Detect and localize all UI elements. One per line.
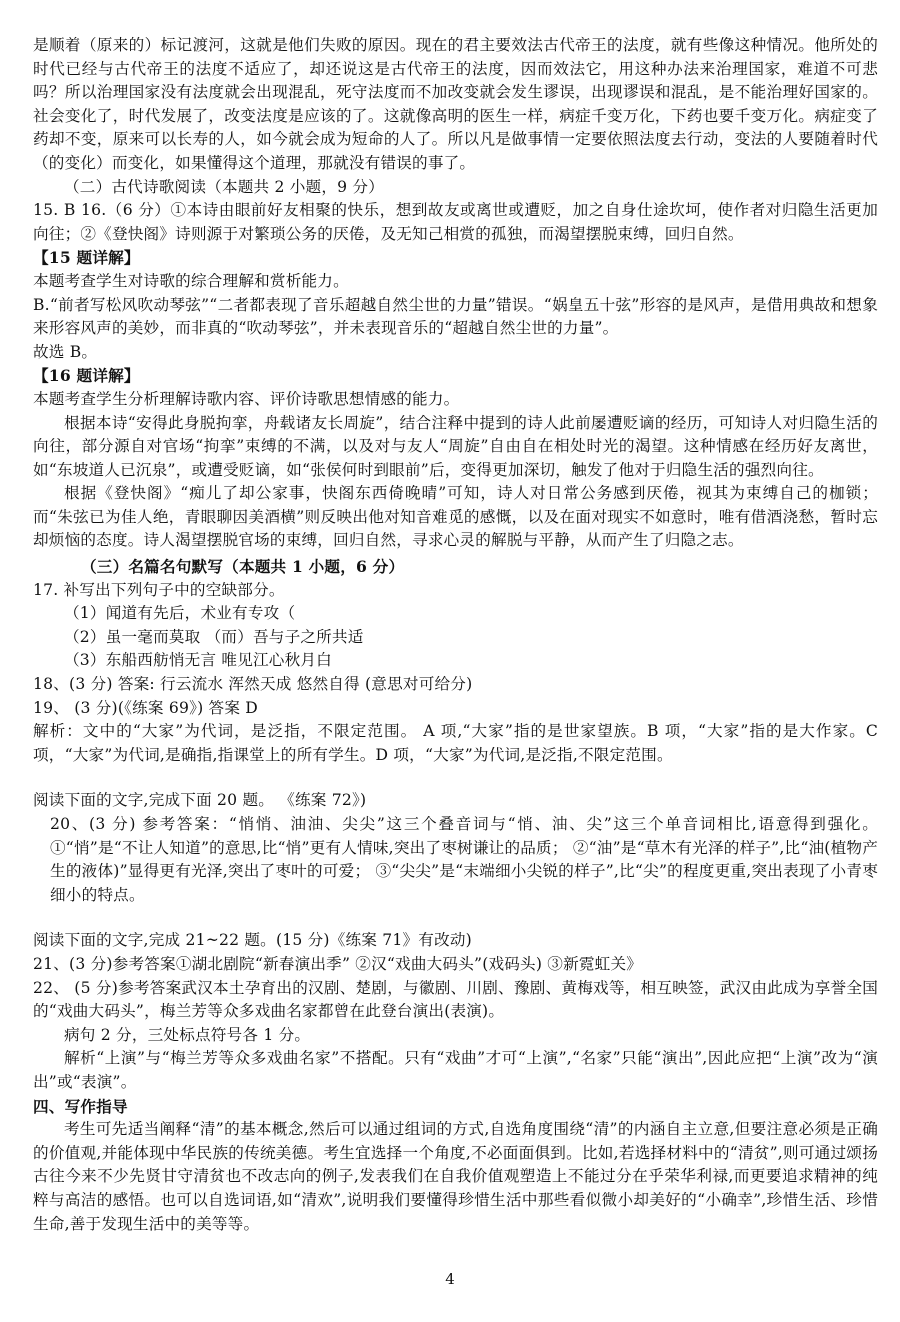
q17-item-3: （3）东船西舫悄无言 唯见江心秋月白 bbox=[64, 651, 332, 670]
question-17: 17. 补写出下列句子中的空缺部分。 bbox=[33, 580, 285, 599]
answer-19: 19、 (3 分)(《练案 69》) 答案 D bbox=[33, 698, 258, 717]
answer-22: 22、 (5 分)参考答案武汉本土孕育出的汉剧、楚剧，与徽剧、川剧、豫剧、黄梅戏等，相互映签，武汉由此成为享誉全国的“戏曲大码头”，梅兰芳等众多戏曲名家都曾在此登台演出(表演)。 bbox=[33, 978, 878, 1021]
heading-q16: 【16 题详解】 bbox=[33, 366, 140, 386]
spacer bbox=[33, 767, 878, 789]
translation-paragraph: 是顺着（原来的）标记渡河，这就是他们失败的原因。现在的君主要效法古代帝王的法度，就有些像这种情况。他所处的时代已经与古代帝王的法度不适应了，却还说这是古代帝王的法度，因而效法它，用这种办法来治理国家，难道不可悲吗？所以治理国家没有法度就会出现混乱，死守法度而不加改变就会发生谬误，出现谬误和混乱，是不能治理好国家的。社会变化了，时代发展了，改变法度是应该的了。这就像高明的医生一样，病症千变万化，下药也要千变万化。病症变了药却不变，原来可以长寿的人，如今就会成为短命的人了。所以凡是做事情一定要依照法度去行动，变法的人要随着时代（的变化）而变化，如果懂得这个道理，那就没有错误的事了。 bbox=[33, 36, 878, 172]
q17-item-2: （2）虽一毫而莫取 （而）吾与子之所共适 bbox=[64, 627, 364, 646]
answer-21: 21、(3 分)参考答案①湖北剧院“新春演出季” ②汉“戏曲大码头”(戏码头) ③新霓虹关》 bbox=[33, 954, 643, 973]
document-page bbox=[33, 34, 878, 1236]
answer-18: 18、(3 分) 答案: 行云流水 浑然天成 悠然自得 (意思对可给分) bbox=[33, 675, 473, 694]
heading-q15: 【15 题详解】 bbox=[33, 248, 140, 268]
answer-15-16: 15. B 16.（6 分）①本诗由眼前好友相聚的快乐，想到故友或离世或遭贬，加之自身仕途坎坷，使作者对归隐生活更加向往；②《登快阁》诗则源于对繁琐公务的厌倦，及无知己相赏的孤独，而渴望摆脱束缚，回归自然。 bbox=[33, 201, 878, 243]
section-title-dictation: （三）名篇名句默写（本题共 1 小题，6 分） bbox=[81, 557, 405, 577]
section-title-poetry: （二）古代诗歌阅读（本题共 2 小题，9 分） bbox=[64, 177, 385, 196]
q15-intro: 本题考查学生对诗歌的综合理解和赏析能力。 bbox=[33, 271, 349, 290]
q19-explanation: 解析：文中的“大家”为代词，是泛指，不限定范围。 A 项,“大家”指的是世家望族。B 项，“大家”指的是大作家。C 项，“大家”为代词,是确指,指课堂上的所有学生。D 项，“大家”为代词,是泛指,不限定范围。 bbox=[33, 722, 878, 764]
q22-explanation: 解析“上演”与“梅兰芳等众多戏曲名家”不搭配。只有“戏曲”才可“上演”,“名家”只能“演出”,因此应把“上演”改为“演出”或“表演”。 bbox=[33, 1049, 878, 1091]
q17-item-1: （1）闻道有先后，术业有专攻（ bbox=[64, 604, 296, 623]
q15-choice: 故选 B。 bbox=[33, 342, 98, 361]
answer-20: 20、(3 分) 参考答案：“悄悄、油油、尖尖”这三个叠音词与“悄、油、尖”这三个单音词相比,语意得到强化。①“悄”是“不让人知道”的意思,比“悄”更有人情味,突出了枣树谦让的品质； ②“油”是“草木有光泽的样子”,比“油(植物产生的液体)”显得更有光泽,突出了枣叶的可爱； ③“尖尖”是“末端细小尖锐的样子”,比“尖”的程度更重,突出表现了小青枣细小的特点。 bbox=[50, 815, 878, 904]
q16-analysis-2: 根据《登快阁》“痴儿了却公家事，快阁东西倚晚晴”可知，诗人对日常公务感到厌倦，视其为束缚自己的枷锁；而“朱弦已为佳人绝，青眼聊因美酒横”则反映出他对知音难觅的感慨，以及在面对现实不如意时，唯有借酒浇愁，暂时忘却烦恼的态度。诗人渴望摆脱官场的束缚，回归自然，寻求心灵的解脱与平静，从而产生了归隐之志。 bbox=[33, 484, 878, 550]
spacer bbox=[33, 907, 878, 929]
q15-analysis: B.“前者写松风吹动琴弦”“二者都表现了音乐超越自然尘世的力量”错误。“娲皇五十弦”形容的是风声，是借用典故和想象来形容风声的美妙，而非真的“吹动琴弦”，并未表现音乐的“超越自然尘世的力量”。 bbox=[33, 295, 878, 338]
page-number: 4 bbox=[445, 1270, 455, 1288]
reading-instruction-20: 阅读下面的文字,完成下面 20 题。 《练案 72》) bbox=[33, 791, 367, 810]
q22-scoring: 病句 2 分，三处标点符号各 1 分。 bbox=[64, 1025, 311, 1044]
q16-intro: 本题考查学生分析理解诗歌内容、评价诗歌思想情感的能力。 bbox=[33, 389, 460, 408]
reading-instruction-21: 阅读下面的文字,完成 21~22 题。(15 分)《练案 71》有改动) bbox=[33, 931, 472, 950]
section-title-writing: 四、写作指导 bbox=[33, 1096, 128, 1116]
writing-guidance: 考生可先适当阐释“清”的基本概念,然后可以通过组词的方式,自选角度围绕“清”的内涵自主立意,但要注意必须是正确的价值观,并能体现中华民族的传统美德。考生宜选择一个角度,不必面面俱到。比如,若选择材料中的“清贫”,则可通过颂扬古往今来不少先贤甘守清贫也不改志向的例子,发表我们在自我价值观塑造上不能过分在乎荣华利禄,而更要追求精神的纯粹与高洁的感悟。也可以自选词语,如“清欢”,说明我们要懂得珍惜生活中那些看似微小却美好的“小确幸”,珍惜生活、珍惜生命,善于发现生活中的美等等。 bbox=[33, 1120, 878, 1233]
q16-analysis-1: 根据本诗“安得此身脱拘挛，舟载诸友长周旋”，结合注释中提到的诗人此前屡遭贬谪的经历，可知诗人对归隐生活的向往，部分源自对官场“拘挛”束缚的不满，以及对与友人“周旋”自由自在相处时光的渴望。这种情感在经历好友离世，如“东坡道人已沉泉”，或遭受贬谪，如“张侯何时到眼前”后，变得更加深切，触发了他对于归隐生活的强烈向往。 bbox=[33, 413, 878, 479]
